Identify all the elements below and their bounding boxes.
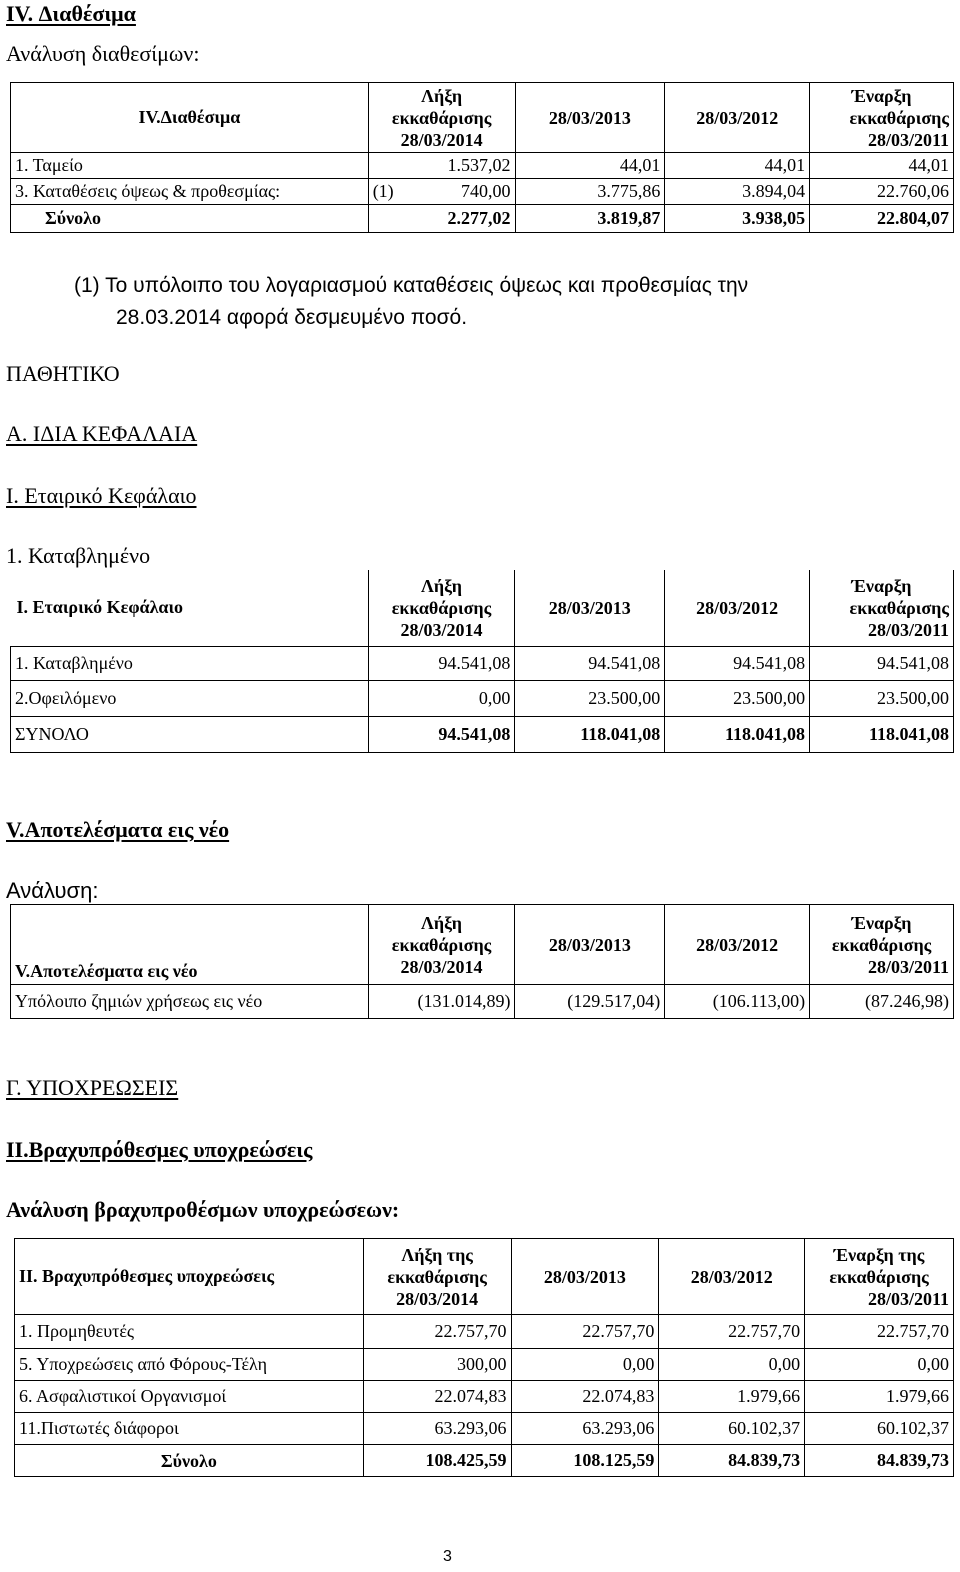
footnote-line-2: 28.03.2014 αφορά δεσμευμένο ποσό. (116, 306, 468, 329)
table-row: 3. Καταθέσεις όψεως & προθεσμίας: (1) 740,00 3.775,86 3.894,04 22.760,06 (11, 179, 954, 205)
short-term-liabilities-table (14, 1238, 954, 1477)
heading-equity: Α. ΙΔΙΑ ΚΕΦΑΛΑΙΑ (6, 421, 198, 446)
header-col2: 28/03/2013 (511, 1239, 659, 1315)
section-subtitle-iv: Ανάλυση διαθεσίμων: (6, 41, 200, 66)
header-col2: 28/03/2013 (515, 570, 665, 646)
header-col4: Έναρξη εκκαθάρισης 28/03/2011 (810, 905, 954, 985)
heading-share-capital: Ι. Εταιρικό Κεφάλαιο (6, 483, 197, 508)
header-col3: 28/03/2012 (665, 570, 810, 646)
header-label: Ι. Εταιρικό Κεφάλαιο (16, 597, 184, 618)
heading-passive: ΠΑΘΗΤΙΚΟ (6, 361, 120, 386)
table-header-row (11, 570, 954, 646)
page-number: 3 (443, 1548, 452, 1565)
table-total-row: Σύνολο 2.277,02 3.819,87 3.938,05 22.804,07 (11, 205, 954, 233)
table-row: 1. Ταμείο 1.537,02 44,01 44,01 44,01 (11, 153, 954, 179)
heading-analysis: Ανάλυση: (6, 878, 99, 903)
table-row: 5. Υποχρεώσεις από Φόρους-Τέλη 300,00 0,00 0,00 0,00 (15, 1349, 954, 1381)
table-row: Υπόλοιπο ζημιών χρήσεως εις νέο (131.014,89) (129.517,04) (106.113,00) (87.246,98) (11, 985, 954, 1019)
table-row: 6. Ασφαλιστικοί Οργανισμοί 22.074,83 22.074,83 1.979,66 1.979,66 (15, 1381, 954, 1413)
heading-short-term: ΙΙ.Βραχυπρόθεσμες υποχρεώσεις (6, 1137, 313, 1162)
heading-liabilities: Γ. ΥΠΟΧΡΕΩΣΕΙΣ (6, 1075, 179, 1100)
header-col1: Λήξη εκκαθάρισης 28/03/2014 (368, 905, 515, 985)
table-row: 11.Πιστωτές διάφοροι 63.293,06 63.293,06 60.102,37 60.102,37 (15, 1413, 954, 1445)
heading-paid: 1. Καταβλημένο (6, 543, 151, 568)
share-capital-table (10, 570, 954, 753)
heading-short-term-analysis: Ανάλυση βραχυπροθέσμων υποχρεώσεων: (6, 1197, 400, 1222)
header-label: ΙΙ. Βραχυπρόθεσμες υποχρεώσεις (15, 1239, 364, 1315)
table-header-row (15, 1239, 954, 1315)
table-row: 2.Οφειλόμενο 0,00 23.500,00 23.500,00 23.500,00 (11, 680, 954, 716)
header-col4: Έναρξη της εκκαθάρισης 28/03/2011 (805, 1239, 954, 1315)
table-header-row (11, 905, 954, 985)
header-col1: Λήξη της εκκαθάρισης 28/03/2014 (363, 1239, 511, 1315)
section-title-iv: IV. Διαθέσιμα (6, 1, 136, 26)
table-total-row: ΣΥΝΟΛΟ 94.541,08 118.041,08 118.041,08 118.041,08 (11, 716, 954, 752)
table-row: 1. Καταβλημένο 94.541,08 94.541,08 94.541,08 94.541,08 (11, 646, 954, 680)
header-col1: Λήξη εκκαθάρισης 28/03/2014 (368, 83, 515, 153)
table-row: 1. Προμηθευτές 22.757,70 22.757,70 22.757,70 22.757,70 (15, 1315, 954, 1349)
header-label: V.Αποτελέσματα εις νέο (11, 905, 369, 985)
footnote-line-1: (1) Το υπόλοιπο του λογαριασμού καταθέσεις όψεως και προθεσμίας την (74, 274, 749, 297)
table-header-row (11, 83, 954, 153)
heading-results: V.Αποτελέσματα εις νέο (6, 817, 230, 842)
header-col3: 28/03/2012 (665, 83, 810, 153)
header-col4: Έναρξη εκκαθάρισης 28/03/2011 (810, 570, 954, 646)
header-col3: 28/03/2012 (665, 905, 810, 985)
table-total-row: Σύνολο 108.425,59 108.125,59 84.839,73 84.839,73 (15, 1445, 954, 1477)
header-col2: 28/03/2013 (515, 83, 665, 153)
header-col4: Έναρξη εκκαθάρισης 28/03/2011 (810, 83, 954, 153)
header-col1: Λήξη εκκαθάρισης 28/03/2014 (368, 570, 515, 646)
header-col3: 28/03/2012 (659, 1239, 805, 1315)
cash-table (10, 82, 954, 233)
header-label: IV.Διαθέσιμα (11, 83, 369, 153)
results-table (10, 904, 954, 1019)
header-col2: 28/03/2013 (515, 905, 665, 985)
